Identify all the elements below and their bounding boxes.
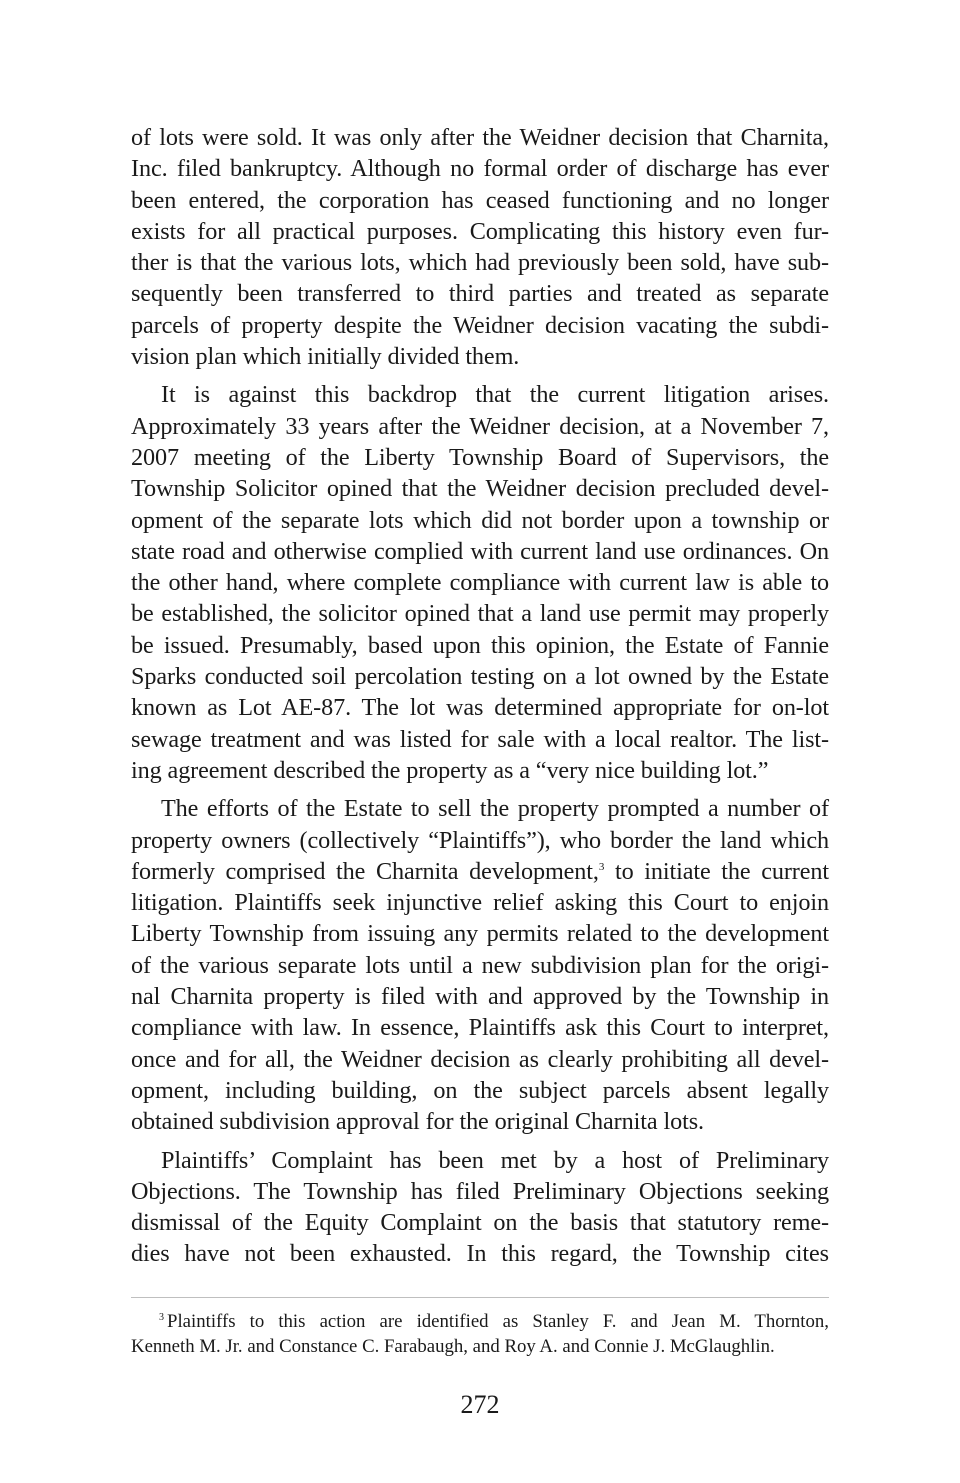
footnote-line: Kenneth M. Jr. and Constance C. Farabaugh, and Roy A. and Connie J. McGlaughlin. [131,1336,775,1357]
text-line: Objections. The Township has filed Preliminary Objections seeking [131,1177,829,1205]
text-line: be issued. Presumably, based upon this opinion, the Estate of Fannie [131,631,829,659]
text-line: formerly comprised the Charnita development,$^3$ to initiate the current [131,857,829,885]
body-text [131,122,829,1277]
paragraph-3 [131,793,829,1137]
text-line: ther is that the various lots, which had previously been sold, have sub- [131,249,829,277]
text-line: sewage treatment and was listed for sale with a local realtor. The list- [131,725,829,753]
text-line: sequently been transferred to third parties and treated as separate [131,280,829,308]
text-line: property owners (collectively “Plaintiffs”), who border the land which [131,826,829,854]
text-line: dies have not been exhausted. In this regard, the Township cites [131,1240,829,1268]
text-line: vision plan which initially divided them. [131,343,520,371]
text-line: Liberty Township from issuing any permits related to the development [131,920,829,948]
footnote [131,1309,829,1359]
text-line: compliance with law. In essence, Plaintiffs ask this Court to interpret, [131,1014,829,1042]
footnote-reference: 3 [598,860,605,873]
text-line: of lots were sold. It was only after the Weidner decision that Charnita, [131,124,829,151]
text-line: nal Charnita property is filed with and approved by the Township in [131,983,829,1011]
text-line: ing agreement described the property as a “very nice building lot.” [131,756,769,784]
text-line: state road and otherwise complied with current land use ordinances. On [131,537,829,565]
text-line: litigation. Plaintiffs seek injunctive relief asking this Court to enjoin [131,889,829,917]
footnote-marker: 3 [159,1312,164,1323]
text-line: Sparks conducted soil percolation testing on a lot owned by the Estate [131,663,829,691]
footnote-divider [131,1297,829,1298]
text-line: opment, including building, on the subject parcels absent legally [131,1076,829,1104]
text-line: Plaintiffs’ Complaint has been met by a host of Preliminary [161,1146,829,1174]
text-line: 2007 meeting of the Liberty Township Board of Supervisors, the [131,443,829,471]
text-line: Approximately 33 years after the Weidner decision, at a November 7, [131,412,829,440]
paragraph-4 [131,1145,829,1270]
text-line: obtained subdivision approval for the original Charnita lots. [131,1108,704,1136]
text-line: It is against this backdrop that the current litigation arises. [161,381,829,409]
text-line: exists for all practical purposes. Complicating this history even fur- [131,217,829,245]
text-line: parcels of property despite the Weidner decision vacating the subdi- [131,311,829,339]
text-line: been entered, the corporation has ceased functioning and no longer [131,186,829,214]
text-line: the other hand, where complete compliance with current law is able to [131,569,829,597]
paragraph-1 [131,122,829,372]
text-line: The efforts of the Estate to sell the property prompted a number of [161,795,829,823]
text-line: known as Lot AE-87. The lot was determined appropriate for on-lot [131,694,829,722]
text-line: of the various separate lots until a new subdivision plan for the origi- [131,951,829,979]
text-line: Township Solicitor opined that the Weidner decision precluded devel- [131,475,829,503]
paragraph-2 [131,379,829,786]
text-line: dismissal of the Equity Complaint on the basis that statutory reme- [131,1209,829,1237]
text-line: opment of the separate lots which did not border upon a township or [131,506,829,534]
footnote-line [131,1309,829,1334]
page-number: 272 [460,1390,500,1419]
text-line: Inc. filed bankruptcy. Although no formal order of discharge has ever [131,155,829,183]
text-line: once and for all, the Weidner decision as clearly prohibiting all devel- [131,1045,829,1073]
text-line: be established, the solicitor opined that a land use permit may properly [131,600,829,628]
footnote-text: Plaintiffs to this action are identified as Stanley F. and Jean M. Thornton, [167,1311,829,1332]
